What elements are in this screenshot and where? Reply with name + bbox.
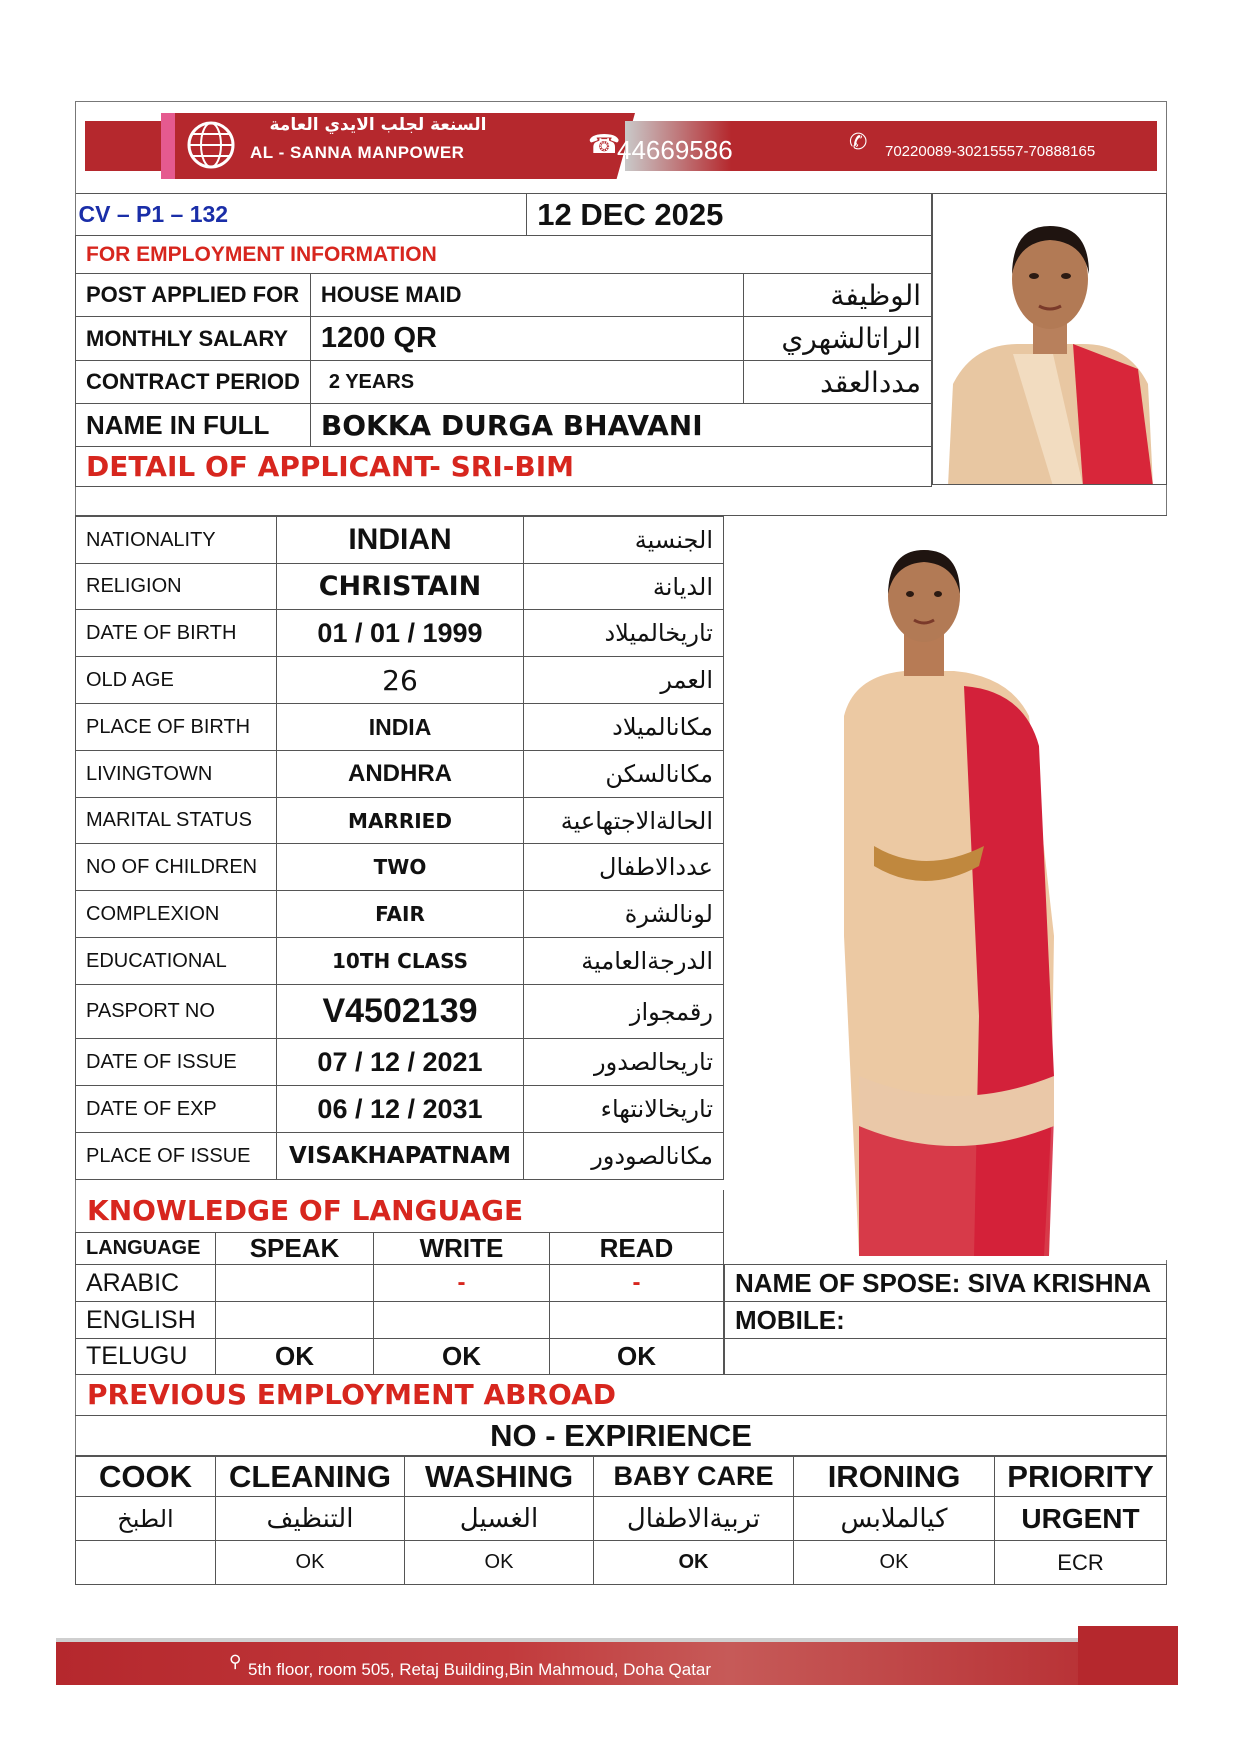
detail-value: CHRISTAIN [277,564,524,610]
employment-row [76,274,932,317]
detail-arabic: تاريخالميلاد [524,610,724,657]
applicant-full-photo [724,516,1167,1260]
skill-status: OK [405,1541,594,1585]
skill-arabic: التنظيف [216,1497,405,1541]
skill-name: IRONING [794,1457,995,1497]
skill-name: CLEANING [216,1457,405,1497]
detail-arabic: مكانالسكن [524,751,724,798]
footer-address: 5th floor, room 505, Retaj Building,Bin Mahmoud, Doha Qatar [248,1660,712,1679]
language-read [550,1302,724,1339]
applicant-headshot [932,193,1167,485]
detail-row [76,751,724,798]
detail-row [76,564,724,610]
skill-status: OK [216,1541,405,1585]
mobile-icon: ✆ [849,129,868,154]
language-write [374,1302,550,1339]
employment-section-title: FOR EMPLOYMENT INFORMATION [76,236,932,274]
detail-arabic: الحالةالاجتهاعية [524,798,724,844]
detail-label: DATE OF ISSUE [76,1039,277,1086]
detail-row [76,1039,724,1086]
skill-status: OK [794,1541,995,1585]
detail-value: TWO [277,844,524,891]
detail-label: EDUCATIONAL [76,938,277,985]
detail-row [76,1133,724,1180]
cv-date: 12 DEC 2025 [527,194,932,236]
employment-arabic: الراتالشهري [743,317,931,361]
skills-table [75,1456,1167,1585]
headshot-illustration [933,194,1167,485]
detail-arabic: العمر [524,657,724,704]
detail-label: OLD AGE [76,657,277,704]
skill-status: OK [594,1541,794,1585]
skills-arabic-row [76,1497,1167,1541]
employment-label: POST APPLIED FOR [76,274,311,317]
detail-arabic: الدرجةالعامية [524,938,724,985]
spouse-name: NAME OF SPOSE: SIVA KRISHNA [725,1265,1167,1302]
detail-arabic: عددالاطفال [524,844,724,891]
detail-value: 10TH CLASS [277,938,524,985]
phone-number: 44669586 [617,135,733,165]
experience-status: NO - EXPIRIENCE [75,1416,1167,1456]
full-photo-illustration [724,516,1167,1260]
detail-label: MARITAL STATUS [76,798,277,844]
skills-status-row [76,1541,1167,1585]
spacer-row [75,485,1167,516]
detail-label: PASPORT NO [76,985,277,1039]
detail-row [76,704,724,751]
detail-label: DATE OF BIRTH [76,610,277,657]
detail-row [76,844,724,891]
detail-label: DATE OF EXP [76,1086,277,1133]
detail-row [76,610,724,657]
detail-row [76,985,724,1039]
language-name: TELUGU [76,1339,216,1375]
language-row [76,1302,724,1339]
location-pin-icon: ⚲ [229,1652,242,1671]
detail-value: VISAKHAPATNAM [277,1133,524,1180]
detail-value: MARRIED [277,798,524,844]
employment-value: HOUSE MAID [310,274,743,317]
personal-details-table [75,516,724,1180]
skills-header-row [76,1457,1167,1497]
phone-icon: ☎ [588,129,621,159]
skill-arabic: الطبخ [76,1497,216,1541]
language-section-title: KNOWLEDGE OF LANGUAGE [75,1190,724,1232]
detail-row [76,891,724,938]
skill-name: BABY CARE [594,1457,794,1497]
detail-arabic: الديانة [524,564,724,610]
detail-label: NO OF CHILDREN [76,844,277,891]
skill-arabic: تربيةالاطفال [594,1497,794,1541]
spouse-empty [725,1339,1167,1375]
detail-row [76,938,724,985]
language-write: - [374,1265,550,1302]
language-speak [216,1302,374,1339]
employment-info-table [75,193,932,487]
detail-value: 06 / 12 / 2031 [277,1086,524,1133]
read-header: READ [550,1233,724,1265]
detail-label: PLACE OF ISSUE [76,1133,277,1180]
applicant-detail-title: DETAIL OF APPLICANT- SRI-BIM [76,447,932,487]
company-name: AL - SANNA MANPOWER [250,143,465,162]
priority-value: URGENT [995,1497,1167,1541]
previous-employment-title: PREVIOUS EMPLOYMENT ABROAD [75,1374,1167,1416]
cv-code: CV – P1 – 132 [76,194,527,236]
detail-arabic: لونالشرة [524,891,724,938]
full-name-label: NAME IN FULL [76,404,311,447]
language-row [76,1339,724,1375]
spouse-mobile: MOBILE: [725,1302,1167,1339]
full-name-value: BOKKA DURGA BHAVANI [310,404,931,447]
employment-label: CONTRACT PERIOD [76,361,311,404]
detail-value: 26 [277,657,524,704]
detail-row [76,517,724,564]
detail-row [76,798,724,844]
employment-row [76,317,932,361]
detail-arabic: الجنسية [524,517,724,564]
mobile-numbers: 70220089-30215557-70888165 [885,143,1096,160]
language-speak: OK [216,1339,374,1375]
skill-name: WASHING [405,1457,594,1497]
priority-note: ECR [995,1541,1167,1585]
detail-value: INDIA [277,704,524,751]
detail-arabic: رقمجواز [524,985,724,1039]
detail-value: V4502139 [277,985,524,1039]
detail-label: NATIONALITY [76,517,277,564]
skill-status [76,1541,216,1585]
detail-label: PLACE OF BIRTH [76,704,277,751]
detail-arabic: مكانالميلاد [524,704,724,751]
detail-row [76,1086,724,1133]
employment-value: 1200 QR [310,317,743,361]
language-table [75,1232,724,1375]
skill-arabic: كيالملابس [794,1497,995,1541]
detail-label: LIVINGTOWN [76,751,277,798]
speak-header: SPEAK [216,1233,374,1265]
detail-value: INDIAN [277,517,524,564]
skill-arabic: الغسيل [405,1497,594,1541]
language-name: ARABIC [76,1265,216,1302]
detail-arabic: تاريخالانتهاء [524,1086,724,1133]
language-write: OK [374,1339,550,1375]
language-row [76,1265,724,1302]
detail-value: 01 / 01 / 1999 [277,610,524,657]
footer-right-block [1078,1626,1178,1685]
priority-label: PRIORITY [995,1457,1167,1497]
detail-value: FAIR [277,891,524,938]
language-read: OK [550,1339,724,1375]
detail-label: COMPLEXION [76,891,277,938]
language-read: - [550,1265,724,1302]
skill-name: COOK [76,1457,216,1497]
language-header-row [76,1233,724,1265]
employment-value: 2 YEARS [310,361,743,404]
detail-value: ANDHRA [277,751,524,798]
language-header: LANGUAGE [76,1233,216,1265]
detail-label: RELIGION [76,564,277,610]
detail-value: 07 / 12 / 2021 [277,1039,524,1086]
company-arabic-name: السنعة لجلب الايدي العامة [269,115,487,135]
detail-row [76,657,724,704]
footer-bar [56,1626,1178,1689]
write-header: WRITE [374,1233,550,1265]
spouse-table [724,1264,1167,1375]
language-name: ENGLISH [76,1302,216,1339]
detail-arabic: مكانالصودور [524,1133,724,1180]
detail-arabic: تاريحالصدور [524,1039,724,1086]
employment-arabic: الوظيفة [743,274,931,317]
employment-row [76,361,932,404]
language-speak [216,1265,374,1302]
employment-label: MONTHLY SALARY [76,317,311,361]
employment-arabic: مددالعقد [743,361,931,404]
